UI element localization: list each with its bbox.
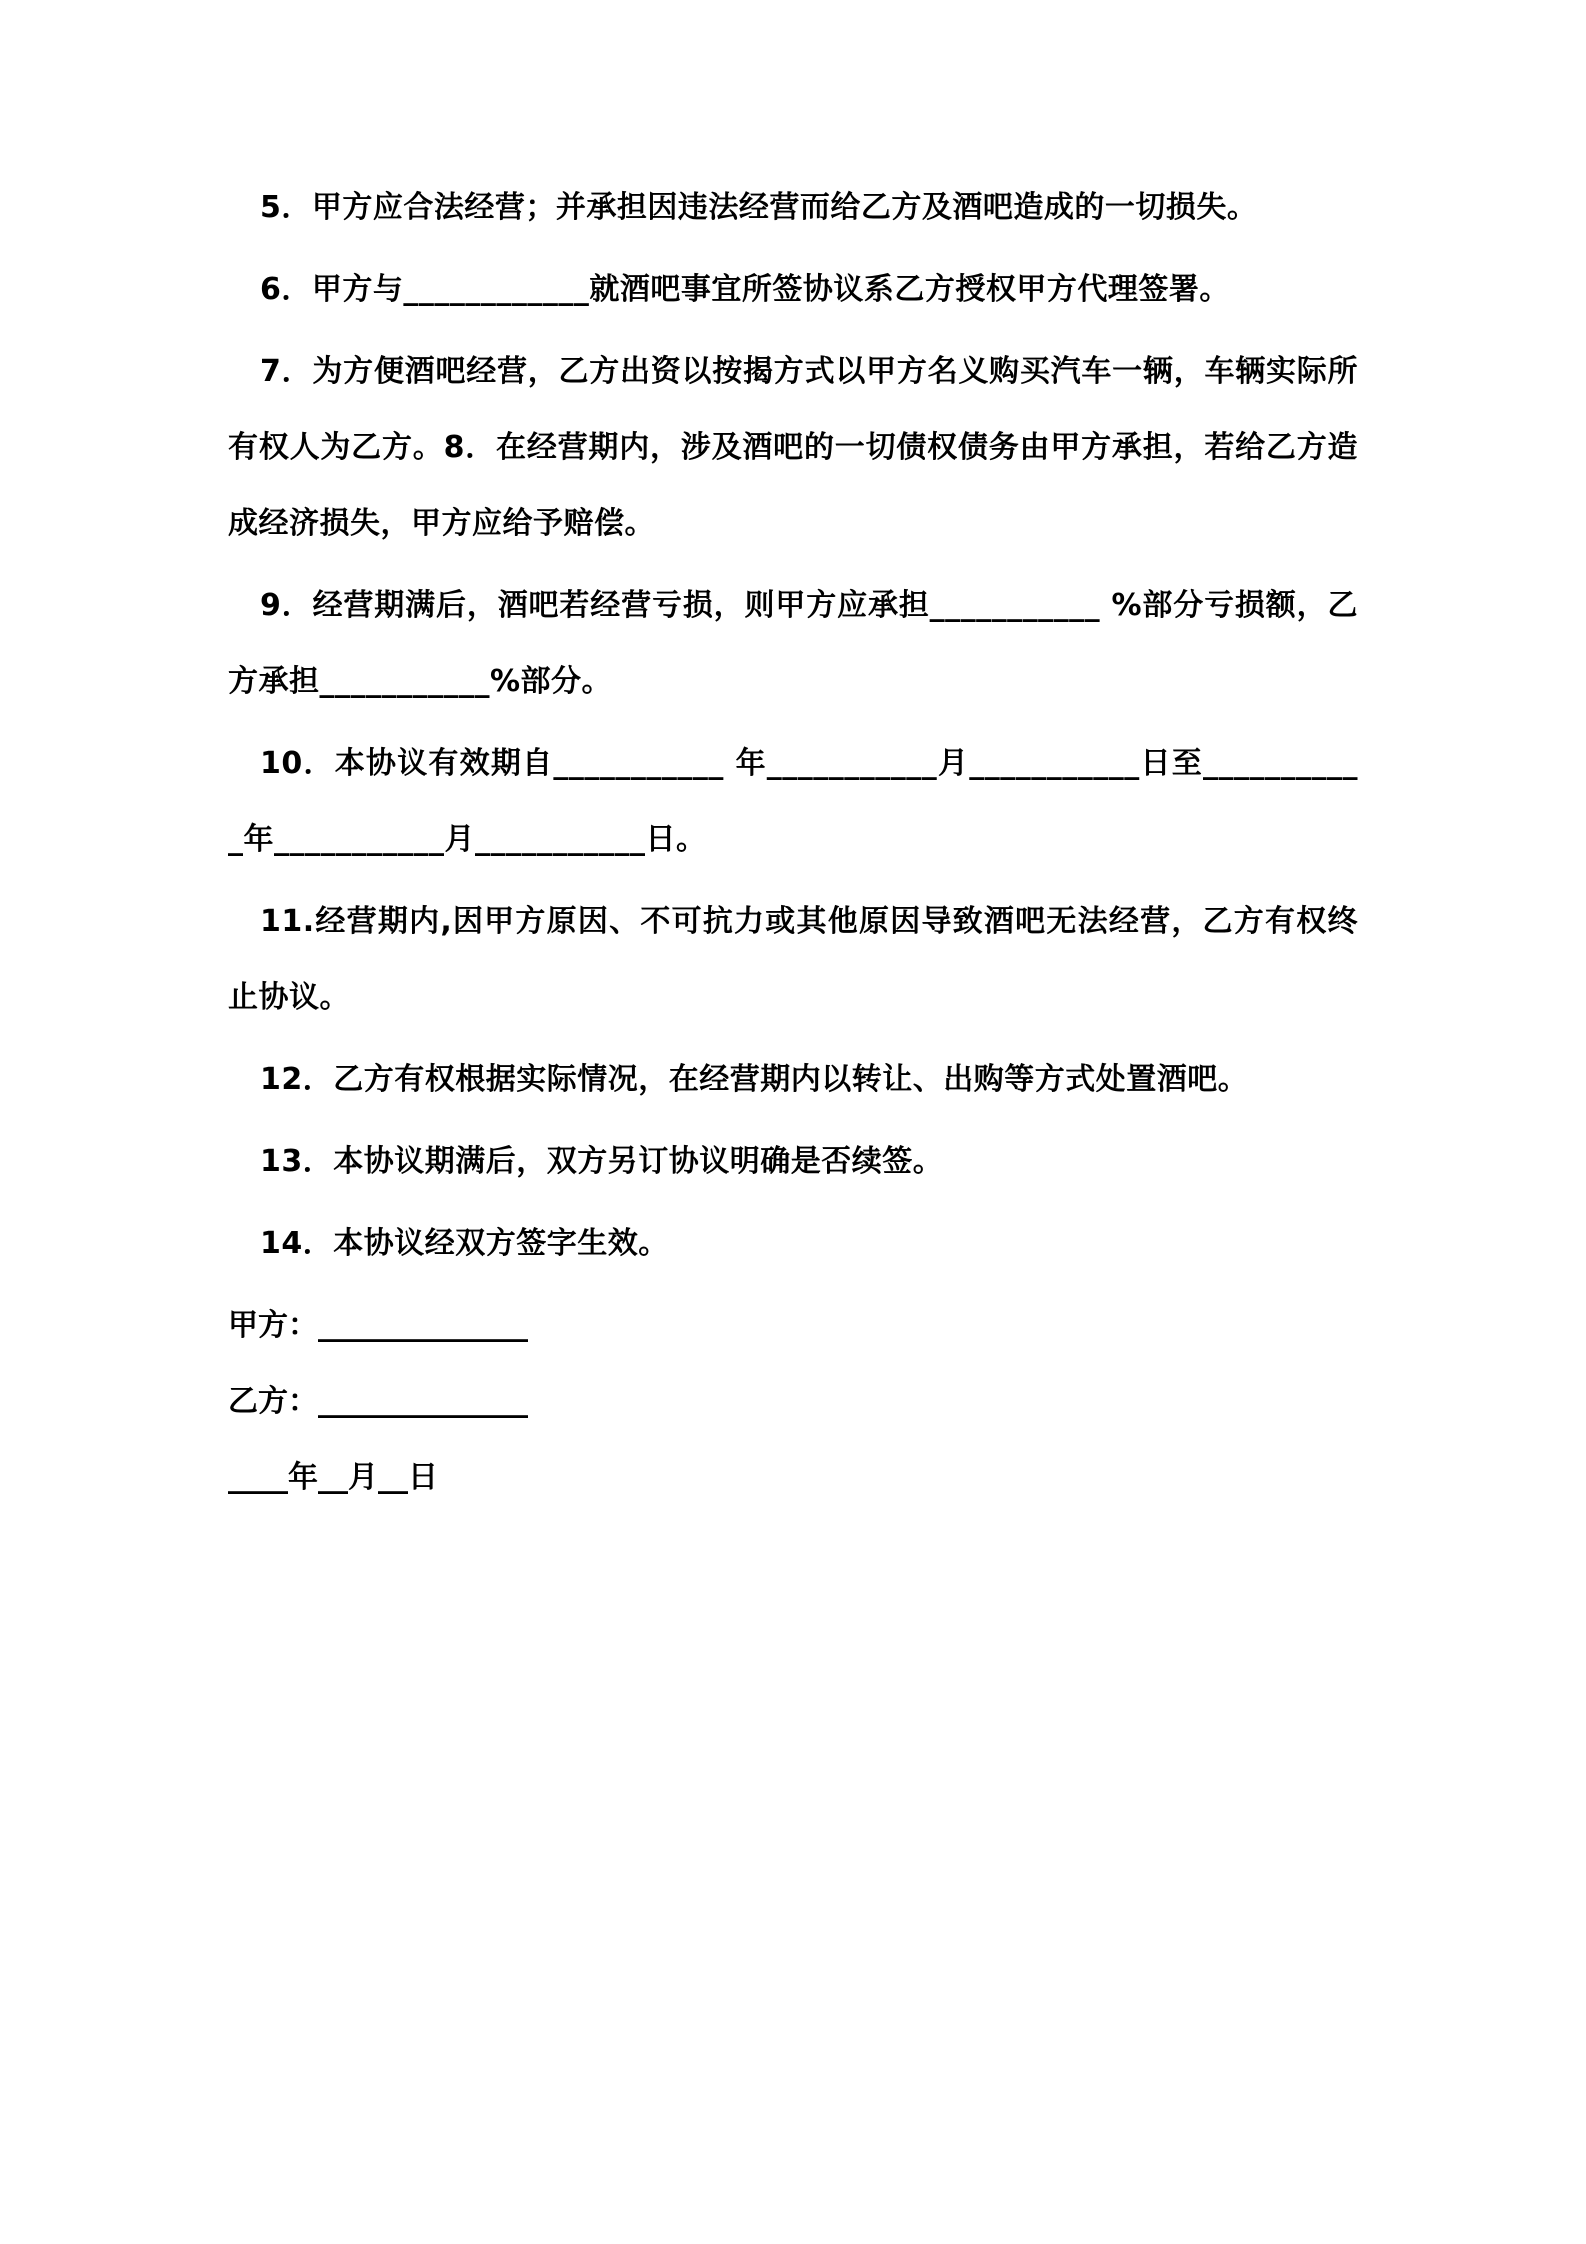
clause-paragraph-13: 13．本协议期满后，双方另订协议明确是否续签。 [260,1144,944,1179]
clause-paragraph-7-8: 7．为方便酒吧经营，乙方出资以按揭方式以甲方名义购买汽车一辆，车辆实际所有权人为乙方。8．在经营期内，涉及酒吧的一切债权债务由甲方承担，若给乙方造成经济损失，甲方应给予赔偿。 [228,354,1358,541]
signature-date: ____年__月__日 [228,1460,438,1495]
document-body [228,170,1358,1516]
clause-paragraph-9: 9．经营期满后，酒吧若经营亏损，则甲方应承担___________ %部分亏损额，乙方承担___________%部分。 [228,588,1358,699]
clause-paragraph-12: 12．乙方有权根据实际情况，在经营期内以转让、出购等方式处置酒吧。 [260,1062,1249,1097]
clause-paragraph-10: 10．本协议有效期自___________ 年___________月___________日至___________年___________月___________日。 [228,746,1358,857]
signature-party-b: 乙方：______________ [228,1384,528,1419]
clause-paragraph-14: 14．本协议经双方签字生效。 [260,1226,669,1261]
clause-paragraph-6: 6．甲方与____________就酒吧事宜所签协议系乙方授权甲方代理签署。 [260,272,1230,307]
clause-paragraph-5: 5．甲方应合法经营；并承担因违法经营而给乙方及酒吧造成的一切损失。 [260,190,1258,225]
clause-paragraph-11: 11.经营期内,因甲方原因、不可抗力或其他原因导致酒吧无法经营，乙方有权终止协议。 [228,904,1358,1015]
signature-party-a: 甲方：______________ [228,1308,528,1343]
